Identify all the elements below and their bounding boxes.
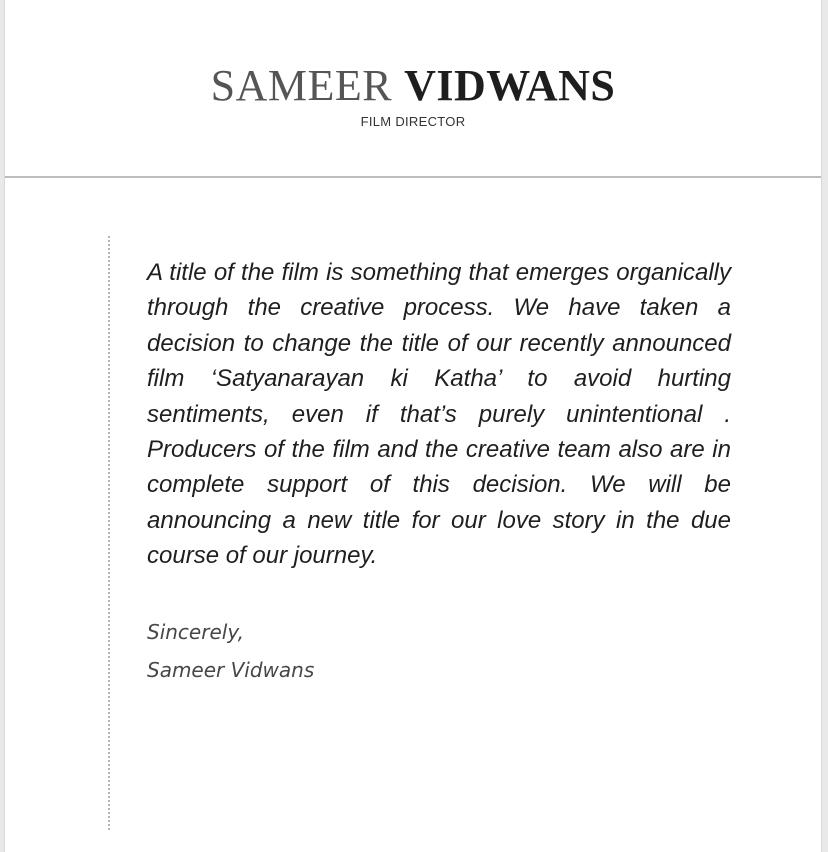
letter-signature: Sameer Vidwans (147, 658, 315, 682)
letter-signoff (147, 613, 314, 689)
letter-page (4, 0, 822, 852)
letterhead (5, 0, 821, 178)
letter-body: A title of the film is something that emerges organically through the creative process. We have taken a decision to change the title of our recently announced film ‘Satyanarayan ki Katha’ to avoid hurting sentiments, even if that’s purely unintentional . Producers of the film and the creative team also are in complete support of this decision. We will be announcing a new title for our love story in the due course of our journey. (147, 259, 731, 570)
letterhead-name (5, 62, 821, 110)
letterhead-role: FILM DIRECTOR (360, 114, 466, 129)
letterhead-first-name: SAMEER (210, 61, 393, 110)
dotted-margin-line (108, 236, 110, 830)
header-divider (5, 176, 821, 178)
letterhead-last-name: VIDWANS (404, 61, 616, 110)
letter-closing: Sincerely, (147, 620, 244, 644)
